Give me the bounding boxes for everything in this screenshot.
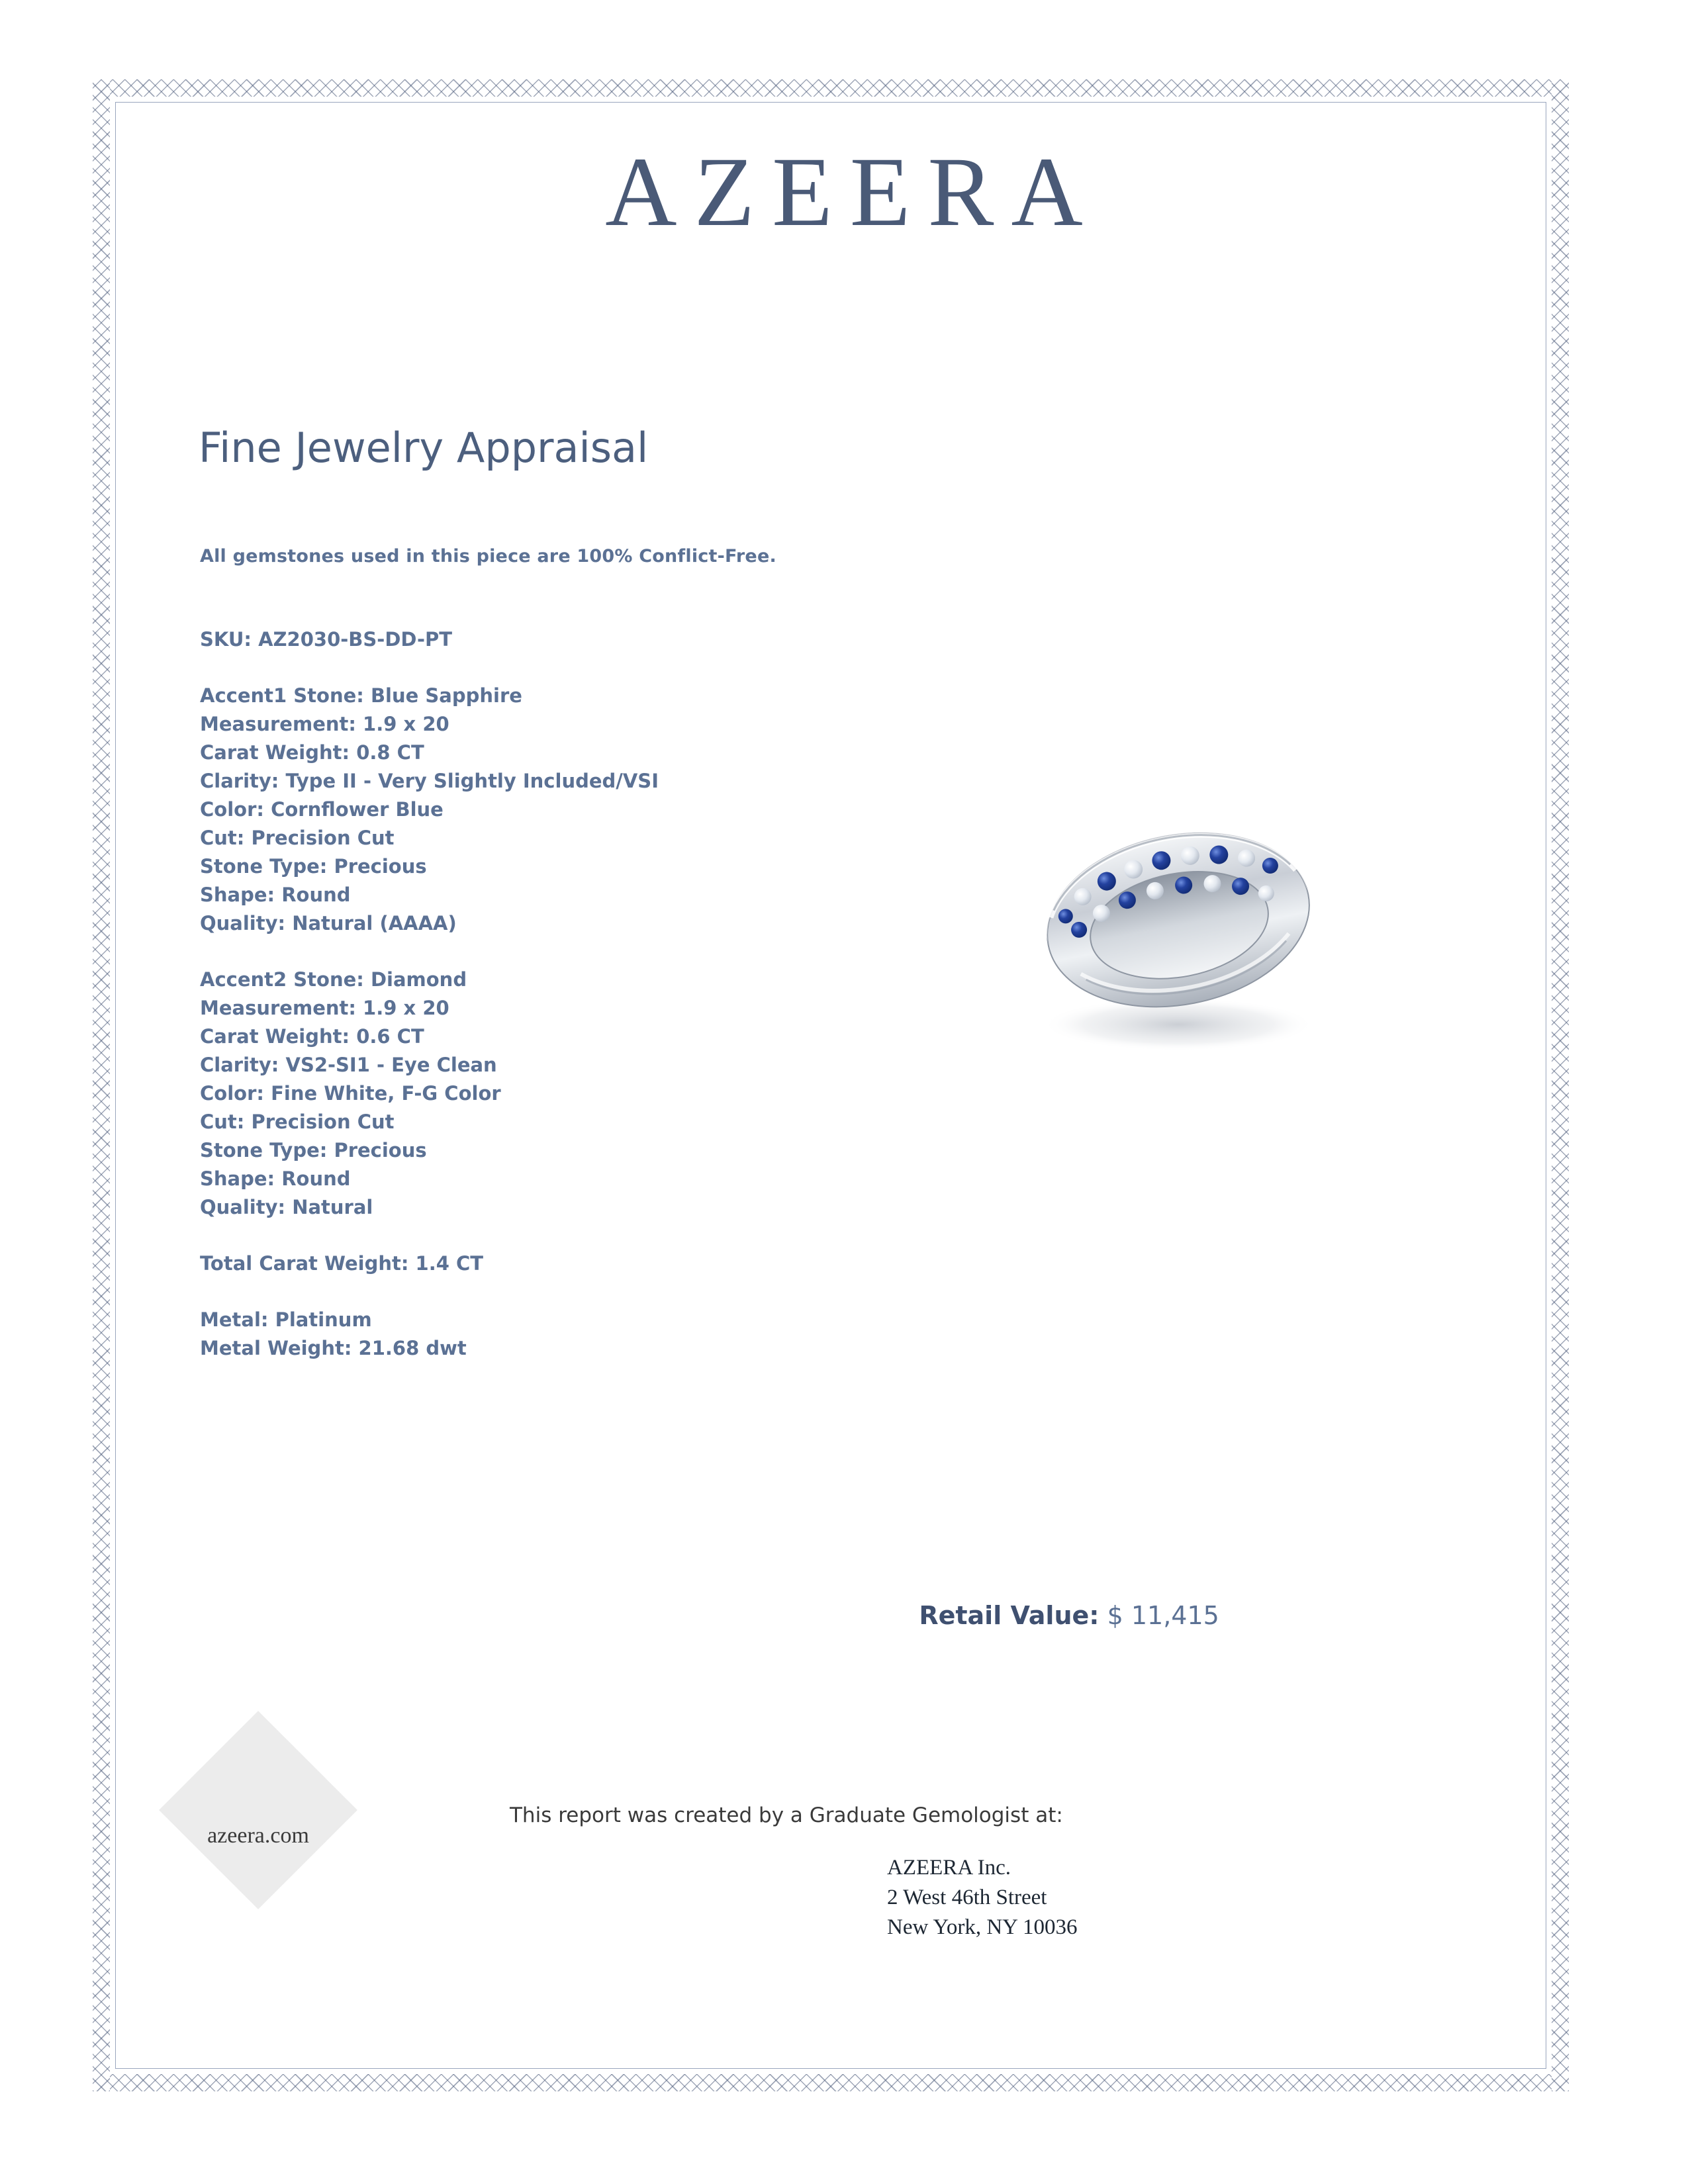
accent1-stone-type: Stone Type: Precious — [200, 855, 427, 878]
accent2-color: Color: Fine White, F-G Color — [200, 1082, 501, 1105]
accent2-cut: Cut: Precision Cut — [200, 1111, 395, 1133]
brand-wordmark: AZEERA — [605, 137, 1100, 247]
company-name: AZEERA Inc. — [887, 1856, 1011, 1880]
total-carat-weight: Total Carat Weight: 1.4 CT — [200, 1252, 484, 1275]
metal: Metal: Platinum — [200, 1308, 372, 1331]
border-band-bottom — [93, 2074, 1569, 2091]
sku-line: SKU: AZ2030-BS-DD-PT — [200, 628, 453, 651]
sku-group — [200, 625, 961, 654]
website-label: azeera.com — [207, 1823, 309, 1848]
page-title: Fine Jewelry Appraisal — [199, 424, 649, 472]
specifications-block — [200, 625, 961, 1363]
accent1-quality: Quality: Natural (AAAA) — [200, 912, 457, 934]
accent2-measurement: Measurement: 1.9 x 20 — [200, 997, 449, 1019]
accent2-shape: Shape: Round — [200, 1167, 351, 1190]
accent2-carat-weight: Carat Weight: 0.6 CT — [200, 1025, 424, 1048]
accent1-group — [200, 682, 961, 938]
accent1-clarity: Clarity: Type II - Very Slightly Included/VSI — [200, 770, 659, 792]
metal-weight: Metal Weight: 21.68 dwt — [200, 1337, 467, 1359]
diamond-shape-icon — [159, 1711, 357, 1909]
accent2-clarity: Clarity: VS2-SI1 - Eye Clean — [200, 1054, 497, 1076]
accent2-quality: Quality: Natural — [200, 1196, 373, 1218]
product-image — [980, 794, 1390, 1072]
accent1-color: Color: Cornflower Blue — [200, 798, 444, 821]
accent2-group — [200, 966, 961, 1222]
accent2-stone: Accent2 Stone: Diamond — [200, 968, 467, 991]
accent1-shape: Shape: Round — [200, 884, 351, 906]
accent1-measurement: Measurement: 1.9 x 20 — [200, 713, 449, 735]
metal-group — [200, 1306, 961, 1363]
retail-value-amount: $ 11,415 — [1107, 1601, 1219, 1630]
watermark — [159, 1724, 357, 1923]
accent2-stone-type: Stone Type: Precious — [200, 1139, 427, 1161]
gemologist-note: This report was created by a Graduate Gemologist at: — [510, 1803, 1063, 1827]
company-city: New York, NY 10036 — [887, 1915, 1078, 1939]
company-street: 2 West 46th Street — [887, 1886, 1047, 1909]
company-address — [887, 1853, 1078, 1942]
border-band-right — [1552, 79, 1569, 2091]
retail-value — [887, 1572, 1219, 1659]
retail-value-label: Retail Value: — [919, 1601, 1100, 1630]
accent1-carat-weight: Carat Weight: 0.8 CT — [200, 741, 424, 764]
border-band-top — [93, 79, 1569, 97]
border-band-left — [93, 79, 110, 2091]
accent1-stone: Accent1 Stone: Blue Sapphire — [200, 684, 522, 707]
total-carat-group — [200, 1250, 961, 1278]
ring-illustration — [980, 794, 1390, 1072]
accent1-cut: Cut: Precision Cut — [200, 827, 395, 849]
conflict-free-statement: All gemstones used in this piece are 100% Conflict-Free. — [200, 546, 776, 567]
